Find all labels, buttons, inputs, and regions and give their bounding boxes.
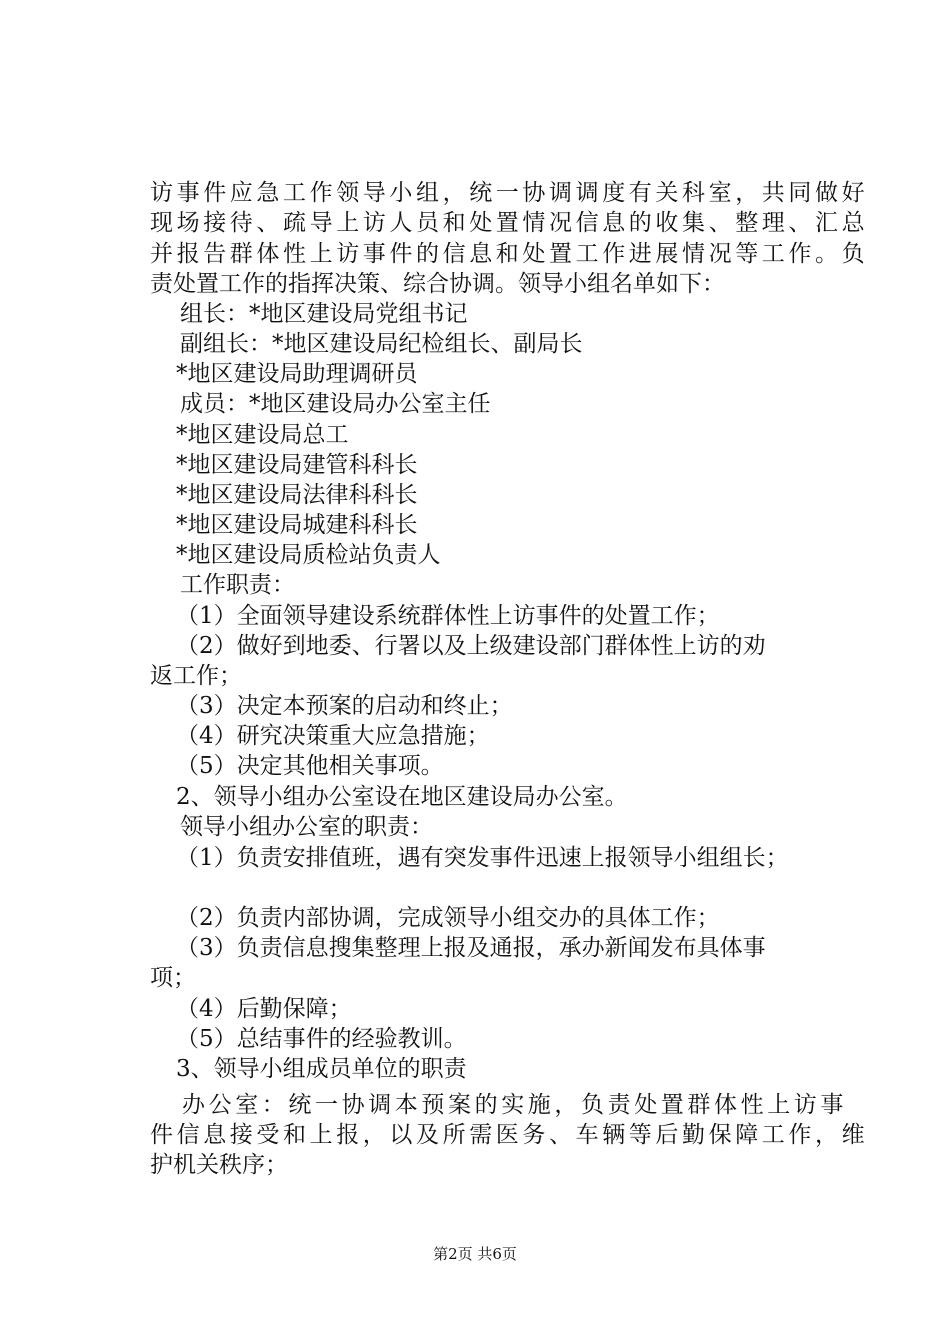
- body-line: 组长：*地区建设局党组书记: [180, 301, 468, 327]
- body-line: 访事件应急工作领导小组，统一协调调度有关科室，共同做好: [150, 180, 869, 206]
- body-line: 返工作；: [150, 663, 242, 689]
- body-line: （4）后勤保障；: [176, 996, 352, 1022]
- body-line: *地区建设局城建科科长: [176, 512, 418, 538]
- body-line: 现场接待、疏导上访人员和处置情况信息的收集、整理、汇总: [150, 210, 869, 236]
- body-line: 成员：*地区建设局办公室主任: [180, 391, 491, 417]
- body-line: 副组长：*地区建设局纪检组长、副局长: [180, 331, 583, 357]
- body-line: 2、领导小组办公室设在地区建设局办公室。: [176, 784, 628, 810]
- body-line: （1）负责安排值班，遇有突发事件迅速上报领导小组组长；: [176, 845, 789, 871]
- body-line: *地区建设局总工: [176, 422, 349, 448]
- body-line: （2）做好到地委、行署以及上级建设部门群体性上访的劝: [176, 633, 766, 659]
- body-line: *地区建设局法律科科长: [176, 482, 418, 508]
- body-line: （3）决定本预案的启动和终止；: [176, 693, 513, 719]
- page-footer: 第2页 共6页: [433, 1245, 517, 1263]
- body-line: 并报告群体性上访事件的信息和处置工作进展情况等工作。负: [150, 241, 869, 267]
- body-line: 3、领导小组成员单位的职责: [176, 1056, 467, 1082]
- body-line: 领导小组办公室的职责：: [180, 814, 433, 840]
- body-line: 项；: [150, 965, 196, 991]
- body-line: （4）研究决策重大应急措施；: [176, 723, 490, 749]
- body-line: *地区建设局质检站负责人: [176, 542, 441, 568]
- body-line: （1）全面领导建设系统群体性上访事件的处置工作；: [176, 603, 720, 629]
- body-line: 件信息接受和上报，以及所需医务、车辆等后勤保障工作，维: [150, 1122, 869, 1148]
- body-line: （3）负责信息搜集整理上报及通报，承办新闻发布具体事: [176, 935, 766, 961]
- body-line: 工作职责：: [180, 572, 295, 598]
- body-line: *地区建设局助理调研员: [176, 361, 418, 387]
- body-line: 护机关秩序；: [150, 1152, 288, 1178]
- body-line: （5）决定其他相关事项。: [176, 753, 444, 779]
- body-line: （5）总结事件的经验教训。: [176, 1026, 467, 1052]
- body-line: （2）负责内部协调，完成领导小组交办的具体工作；: [176, 905, 720, 931]
- body-line: *地区建设局建管科科长: [176, 452, 418, 478]
- body-line: 责处置工作的指挥决策、综合协调。领导小组名单如下：: [150, 271, 725, 297]
- body-line: 办公室：统一协调本预案的实施，负责处置群体性上访事: [182, 1092, 847, 1118]
